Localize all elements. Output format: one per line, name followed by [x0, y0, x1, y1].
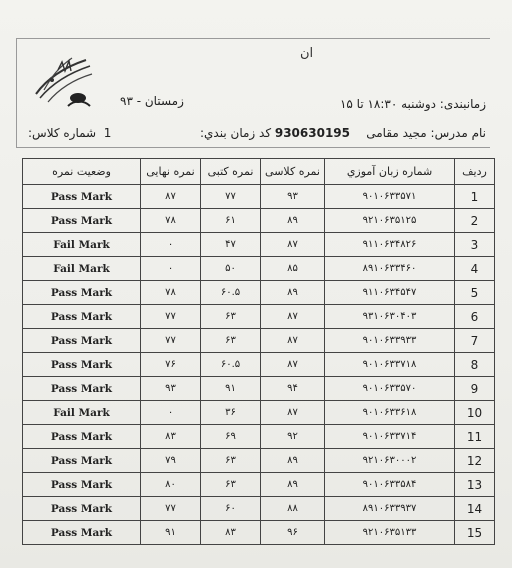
- class-number: [28, 126, 111, 140]
- row-number-cell: 8: [455, 353, 495, 377]
- column-header-status: وضعیت نمره: [23, 159, 141, 185]
- status-cell: Pass Mark: [23, 521, 141, 545]
- table-row: [23, 473, 495, 497]
- status-cell: Fail Mark: [23, 257, 141, 281]
- row-number-cell: 5: [455, 281, 495, 305]
- status-cell: Pass Mark: [23, 425, 141, 449]
- table-row: [23, 449, 495, 473]
- class-number-label: شماره کلاس:: [28, 126, 97, 140]
- status-cell: Pass Mark: [23, 305, 141, 329]
- column-header-class: نمره کلاسی: [261, 159, 325, 185]
- row-number-cell: 7: [455, 329, 495, 353]
- row-number-cell: 12: [455, 449, 495, 473]
- written-grade-cell: ۶۰: [201, 497, 261, 521]
- schedule-code-label: کد زمان بندي:: [200, 126, 272, 140]
- class-grade-cell: ۸۹: [261, 209, 325, 233]
- student-id-cell: ۹۱۱۰۶۳۴۸۲۶: [325, 233, 455, 257]
- written-grade-cell: ۶۳: [201, 473, 261, 497]
- term-text: زمستان - ۹۳: [120, 94, 184, 108]
- student-id-cell: ۹۰۱۰۶۳۳۶۱۸: [325, 401, 455, 425]
- grades-table-body: [23, 185, 495, 545]
- class-number-value: 1: [103, 126, 112, 140]
- row-number-cell: 15: [455, 521, 495, 545]
- written-grade-cell: ۶۳: [201, 449, 261, 473]
- final-grade-cell: ۷۹: [141, 449, 201, 473]
- table-row: [23, 353, 495, 377]
- column-header-written: نمره کتبی: [201, 159, 261, 185]
- written-grade-cell: ۶۱: [201, 209, 261, 233]
- row-number-cell: 9: [455, 377, 495, 401]
- student-id-cell: ۹۲۱۰۶۳۰۰۰۲: [325, 449, 455, 473]
- written-grade-cell: ۳۶: [201, 401, 261, 425]
- schedule-code-value: 930630195: [274, 126, 351, 140]
- final-grade-cell: ۷۷: [141, 305, 201, 329]
- row-number-cell: 11: [455, 425, 495, 449]
- status-cell: Pass Mark: [23, 449, 141, 473]
- student-id-cell: ۹۰۱۰۶۳۳۵۸۴: [325, 473, 455, 497]
- class-grade-cell: ۹۳: [261, 185, 325, 209]
- student-id-cell: ۹۰۱۰۶۳۳۷۱۸: [325, 353, 455, 377]
- class-grade-cell: ۹۶: [261, 521, 325, 545]
- student-id-cell: ۹۲۱۰۶۳۵۱۲۵: [325, 209, 455, 233]
- table-row: [23, 497, 495, 521]
- status-cell: Pass Mark: [23, 497, 141, 521]
- written-grade-cell: ۴۷: [201, 233, 261, 257]
- table-row: [23, 209, 495, 233]
- written-grade-cell: ۶۳: [201, 305, 261, 329]
- class-grade-cell: ۸۷: [261, 401, 325, 425]
- table-row: [23, 521, 495, 545]
- status-cell: Pass Mark: [23, 281, 141, 305]
- table-row: [23, 425, 495, 449]
- status-cell: Fail Mark: [23, 233, 141, 257]
- column-header-student-id: شماره زبان آموزي: [325, 159, 455, 185]
- table-row: [23, 257, 495, 281]
- status-cell: Pass Mark: [23, 473, 141, 497]
- row-number-cell: 2: [455, 209, 495, 233]
- final-grade-cell: ۹۱: [141, 521, 201, 545]
- written-grade-cell: ۶۳: [201, 329, 261, 353]
- final-grade-cell: ۸۳: [141, 425, 201, 449]
- written-grade-cell: ۵۰: [201, 257, 261, 281]
- column-header-row-no: رديف: [455, 159, 495, 185]
- student-id-cell: ۹۰۱۰۶۳۳۵۷۱: [325, 185, 455, 209]
- final-grade-cell: ۷۶: [141, 353, 201, 377]
- final-grade-cell: ۰: [141, 233, 201, 257]
- class-grade-cell: ۹۲: [261, 425, 325, 449]
- class-grade-cell: ۸۸: [261, 497, 325, 521]
- final-grade-cell: ۹۳: [141, 377, 201, 401]
- status-cell: Pass Mark: [23, 185, 141, 209]
- student-id-cell: ۹۳۱۰۶۳۰۴۰۳: [325, 305, 455, 329]
- final-grade-cell: ۷۸: [141, 281, 201, 305]
- row-number-cell: 14: [455, 497, 495, 521]
- class-grade-cell: ۸۷: [261, 353, 325, 377]
- class-grade-cell: ۸۷: [261, 329, 325, 353]
- student-id-cell: ۹۰۱۰۶۳۳۵۷۰: [325, 377, 455, 401]
- final-grade-cell: ۷۸: [141, 209, 201, 233]
- row-number-cell: 4: [455, 257, 495, 281]
- row-number-cell: 13: [455, 473, 495, 497]
- student-id-cell: ۹۰۱۰۶۳۳۹۳۳: [325, 329, 455, 353]
- class-grade-cell: ۸۷: [261, 233, 325, 257]
- schedule-code: [200, 126, 350, 140]
- student-id-cell: ۹۲۱۰۶۳۵۱۳۳: [325, 521, 455, 545]
- schedule-text: زمانبندی: دوشنبه ۱۸:۳۰ تا ۱۵: [339, 97, 486, 111]
- status-cell: Pass Mark: [23, 377, 141, 401]
- row-number-cell: 1: [455, 185, 495, 209]
- status-cell: Pass Mark: [23, 329, 141, 353]
- column-header-final: نمره نهایی: [141, 159, 201, 185]
- teacher-text: نام مدرس: مجید مقامی: [366, 126, 486, 140]
- table-row: [23, 233, 495, 257]
- student-id-cell: ۹۱۱۰۶۳۴۵۴۷: [325, 281, 455, 305]
- written-grade-cell: ۹۱: [201, 377, 261, 401]
- status-cell: Pass Mark: [23, 209, 141, 233]
- student-id-cell: ۸۹۱۰۶۳۳۴۶۰: [325, 257, 455, 281]
- final-grade-cell: ۷۷: [141, 497, 201, 521]
- table-header-row: [23, 159, 495, 185]
- institute-logo-icon: [28, 50, 98, 112]
- status-cell: Fail Mark: [23, 401, 141, 425]
- table-row: [23, 329, 495, 353]
- student-id-cell: ۸۹۱۰۶۳۳۹۳۷: [325, 497, 455, 521]
- final-grade-cell: ۰: [141, 257, 201, 281]
- final-grade-cell: ۰: [141, 401, 201, 425]
- class-grade-cell: ۹۴: [261, 377, 325, 401]
- final-grade-cell: ۷۷: [141, 329, 201, 353]
- table-row: [23, 305, 495, 329]
- table-row: [23, 185, 495, 209]
- written-grade-cell: ۷۷: [201, 185, 261, 209]
- grades-table: [22, 158, 495, 545]
- written-grade-cell: ۶۰.۵: [201, 281, 261, 305]
- table-row: [23, 401, 495, 425]
- student-id-cell: ۹۰۱۰۶۳۳۷۱۴: [325, 425, 455, 449]
- written-grade-cell: ۶۰.۵: [201, 353, 261, 377]
- row-number-cell: 10: [455, 401, 495, 425]
- written-grade-cell: ۶۹: [201, 425, 261, 449]
- final-grade-cell: ۸۰: [141, 473, 201, 497]
- class-grade-cell: ۸۹: [261, 281, 325, 305]
- institute-title: ان: [300, 46, 314, 61]
- class-grade-cell: ۸۷: [261, 305, 325, 329]
- final-grade-cell: ۸۷: [141, 185, 201, 209]
- class-grade-cell: ۸۹: [261, 473, 325, 497]
- class-grade-cell: ۸۹: [261, 449, 325, 473]
- row-number-cell: 6: [455, 305, 495, 329]
- table-row: [23, 281, 495, 305]
- status-cell: Pass Mark: [23, 353, 141, 377]
- written-grade-cell: ۸۳: [201, 521, 261, 545]
- class-grade-cell: ۸۵: [261, 257, 325, 281]
- table-row: [23, 377, 495, 401]
- row-number-cell: 3: [455, 233, 495, 257]
